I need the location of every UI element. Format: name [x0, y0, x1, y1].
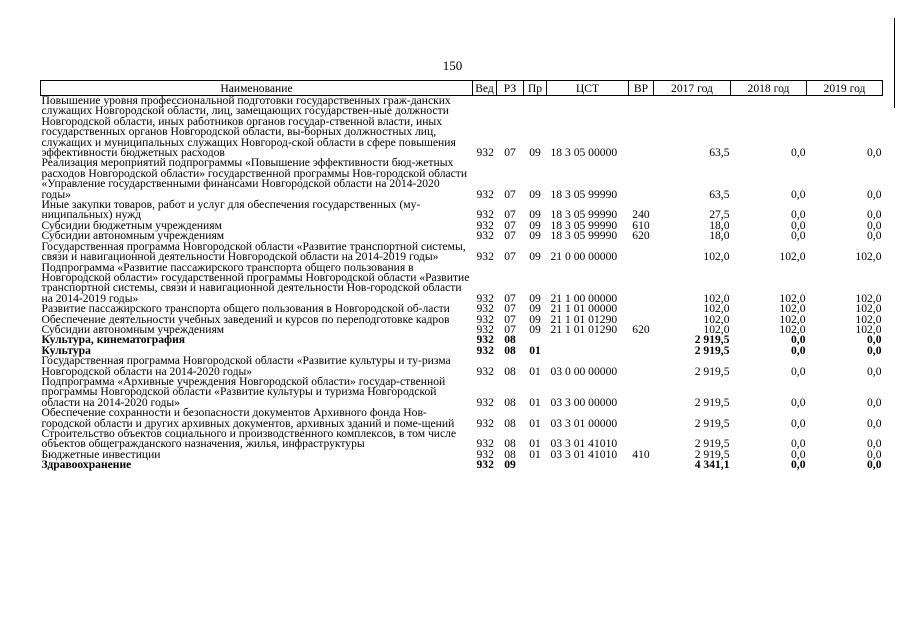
row-2017: 4 341,1: [694, 458, 730, 472]
row-ved: 932: [476, 364, 494, 378]
row-ved: 932: [476, 416, 494, 430]
row-name: Субсидии автономным учреждениям: [41, 322, 225, 336]
row-rz: 07: [504, 146, 516, 160]
row-pr: 09: [529, 208, 541, 222]
row-2018: 0,0: [791, 395, 806, 409]
row-vr: 620: [632, 322, 650, 336]
row-vr: [629, 408, 654, 429]
row-cst: [547, 335, 629, 345]
row-pr: 01: [529, 364, 541, 378]
row-2017: 102,0: [703, 312, 730, 326]
row-ved: 932: [476, 218, 494, 232]
row-rz: 08: [504, 395, 516, 409]
row-ved: 932: [476, 447, 494, 461]
row-pr: 09: [529, 218, 541, 232]
row-cst: 18 3 05 99990: [550, 208, 618, 222]
row-ved: 932: [476, 250, 494, 264]
row-ved: 932: [476, 146, 494, 160]
row-vr: 240: [632, 208, 650, 222]
row-2018: 0,0: [791, 416, 806, 430]
row-ved: 932: [476, 333, 494, 347]
table-row: [41, 450, 883, 460]
row-cst: [547, 346, 629, 356]
row-2019: 0,0: [867, 416, 882, 430]
row-2019: 0,0: [867, 364, 882, 378]
header-rz: РЗ: [497, 81, 524, 96]
row-rz: 09: [504, 458, 516, 472]
row-2017: 102,0: [703, 322, 730, 336]
row-name: Подпрограмма «Развитие пассажирского транспорта общего пользования в Новгородской области» государственной программы Новгородской области «Развитие транспортной системы, связи и навигационной деятельности Нов-городской области на 2014-2019 годы»: [41, 260, 470, 305]
row-cst: 18 3 05 99990: [550, 187, 618, 201]
row-cst: 03 3 01 00000: [550, 416, 618, 430]
row-vr: [629, 356, 654, 377]
row-2017: 102,0: [703, 250, 730, 264]
row-rz: 07: [504, 302, 516, 316]
table-row: [41, 335, 883, 345]
header-2018: 2018 год: [731, 81, 807, 96]
row-pr: 01: [529, 416, 541, 430]
row-pr: 09: [529, 322, 541, 336]
row-rz: 07: [504, 291, 516, 305]
row-2019: 102,0: [855, 250, 882, 264]
row-pr: 09: [529, 146, 541, 160]
table-row: [41, 263, 883, 305]
budget-table: [40, 80, 883, 471]
table-row: [41, 408, 883, 429]
header-cst: ЦСТ: [547, 81, 629, 96]
row-2018: 0,0: [791, 187, 806, 201]
row-rz: 08: [504, 333, 516, 347]
row-2018: 0,0: [791, 364, 806, 378]
row-rz: 07: [504, 312, 516, 326]
table-row: [41, 429, 883, 450]
header-ved: Вед: [473, 81, 497, 96]
row-vr: [629, 96, 654, 159]
row-2019: 102,0: [855, 291, 882, 305]
row-ved: 932: [476, 458, 494, 472]
row-cst: [547, 460, 629, 470]
row-2019: 0,0: [867, 229, 882, 243]
row-2018: 102,0: [779, 322, 806, 336]
row-2017: 2 919,5: [694, 437, 730, 451]
row-pr: 09: [529, 302, 541, 316]
row-pr: 01: [529, 343, 541, 357]
row-pr: 09: [529, 291, 541, 305]
row-vr: [629, 242, 654, 263]
row-2019: 0,0: [867, 187, 882, 201]
row-rz: 07: [504, 250, 516, 264]
row-2017: 102,0: [703, 291, 730, 305]
row-2019: 102,0: [855, 322, 882, 336]
row-vr: [629, 429, 654, 450]
row-vr: [629, 377, 654, 408]
row-vr: 620: [632, 229, 650, 243]
row-name: Обеспечение деятельности учебных заведений и курсов по переподготовке кадров: [41, 312, 450, 326]
row-name: Иные закупки товаров, работ и услуг для обеспечения государственных (му-ниципальных) нужд: [41, 198, 421, 222]
row-rz: 07: [504, 322, 516, 336]
row-2019: 0,0: [867, 218, 882, 232]
row-2019: 0,0: [867, 395, 882, 409]
row-rz: 08: [504, 364, 516, 378]
row-vr: [629, 335, 654, 345]
row-vr: [629, 460, 654, 470]
row-pr: [524, 460, 547, 470]
row-ved: 932: [476, 187, 494, 201]
row-2018: 0,0: [791, 208, 806, 222]
row-2018: 102,0: [779, 291, 806, 305]
row-2019: 0,0: [867, 437, 882, 451]
row-rz: 08: [504, 343, 516, 357]
row-2018: 0,0: [791, 437, 806, 451]
row-rz: 08: [504, 416, 516, 430]
table-row: [41, 158, 883, 200]
row-rz: 07: [504, 218, 516, 232]
row-cst: 21 1 01 01290: [550, 322, 618, 336]
row-ved: 932: [476, 208, 494, 222]
row-rz: 08: [504, 437, 516, 451]
row-2019: 0,0: [867, 333, 882, 347]
row-ved: 932: [476, 302, 494, 316]
row-2017: 2 919,5: [694, 395, 730, 409]
row-2017: 18,0: [709, 218, 730, 232]
row-rz: 07: [504, 187, 516, 201]
row-name: Субсидии бюджетным учреждениям: [41, 218, 222, 232]
row-2018: 0,0: [791, 146, 806, 160]
row-name: Государственная программа Новгородской области «Развитие транспортной системы, связи и навигационной деятельности Новгородской области на 2014-2019 годы»: [41, 239, 466, 264]
row-name: Строительство объектов социального и производственного комплексов, в том числе объектов общегражданского назначения, жилья, инфраструктуры: [41, 427, 457, 451]
row-cst: 21 1 01 00000: [550, 302, 618, 316]
row-cst: 18 3 05 99990: [550, 229, 618, 243]
row-2018: 0,0: [791, 343, 806, 357]
row-cst: 21 1 00 00000: [550, 291, 618, 305]
header-vr: ВР: [629, 81, 654, 96]
row-2017: 2 919,5: [694, 364, 730, 378]
row-2018: 102,0: [779, 250, 806, 264]
header-name: Наименование: [41, 81, 473, 96]
row-2018: 0,0: [791, 458, 806, 472]
row-name: Здравоохранение: [41, 458, 132, 472]
table-row: [41, 200, 883, 221]
row-vr: 410: [632, 447, 650, 461]
row-pr: 09: [529, 312, 541, 326]
row-2017: 2 919,5: [694, 447, 730, 461]
row-2018: 102,0: [779, 312, 806, 326]
row-name: Повышение уровня профессиональной подготовки государственных граж-данских служащих Новгородской области, лиц, замещающих государствен-ные должности Новгородской области, иных работников органов государ-ственной власти, иных государственных органов Новгородской области, вы-борных должностных лиц, служащих и муниципальных служащих Новгород-ской области в сфере повышения эффективности бюджетных расходов: [41, 94, 456, 160]
row-2017: 2 919,5: [694, 333, 730, 347]
row-vr: [629, 304, 654, 314]
row-2017: 63,5: [709, 187, 730, 201]
table-row: [41, 356, 883, 377]
row-ved: 932: [476, 395, 494, 409]
row-2019: 0,0: [867, 146, 882, 160]
header-2017: 2017 год: [654, 81, 731, 96]
row-pr: 09: [529, 250, 541, 264]
row-pr: 01: [529, 395, 541, 409]
row-name: Культура, кинематография: [41, 333, 186, 347]
row-cst: 18 3 05 00000: [550, 146, 618, 160]
row-rz: 08: [504, 447, 516, 461]
row-name: Бюджетные инвестиции: [41, 447, 161, 461]
row-cst: 03 3 01 41010: [550, 437, 618, 451]
row-pr: 01: [529, 437, 541, 451]
page-number: 150: [442, 58, 463, 73]
row-2019: 0,0: [867, 458, 882, 472]
row-pr: 09: [529, 229, 541, 243]
row-ved: 932: [476, 229, 494, 243]
row-2018: 102,0: [779, 302, 806, 316]
header-2019: 2019 год: [807, 81, 883, 96]
row-vr: [629, 158, 654, 200]
row-name: Реализация мероприятий подпрограммы «Повышение эффективности бюд-жетных расходов Новгородской области» государственной программы Нов-городской области «Управление государственными финансами Новгородской области на 2014-2020 годы»: [41, 156, 468, 201]
row-2017: 63,5: [709, 146, 730, 160]
row-2018: 0,0: [791, 218, 806, 232]
row-2017: 27,5: [709, 208, 730, 222]
table-row: [41, 96, 883, 159]
row-name: Культура: [41, 343, 91, 357]
row-cst: 03 0 00 00000: [550, 364, 618, 378]
row-2017: 2 919,5: [694, 343, 730, 357]
row-2018: 0,0: [791, 333, 806, 347]
row-pr: 09: [529, 187, 541, 201]
row-cst: 21 0 00 00000: [550, 250, 618, 264]
row-name: Субсидии автономным учреждениям: [41, 229, 225, 243]
row-cst: 18 3 05 99990: [550, 218, 618, 232]
row-pr: 01: [529, 447, 541, 461]
table-row: [41, 377, 883, 408]
table-row: [41, 242, 883, 263]
table-body: [41, 96, 883, 471]
margin-rule: [894, 18, 895, 108]
row-name: Подпрограмма «Архивные учреждения Новгородской области» государ-ственной программы Новгородской области «Развитие культуры и туризма Новгородской области на 2014-2020 годы»: [41, 374, 446, 409]
row-2018: 0,0: [791, 447, 806, 461]
row-2019: 102,0: [855, 302, 882, 316]
row-2019: 0,0: [867, 343, 882, 357]
row-2019: 0,0: [867, 208, 882, 222]
row-2017: 102,0: [703, 302, 730, 316]
row-name: Развитие пассажирского транспорта общего пользования в Новгородской об-ласти: [41, 302, 450, 316]
row-cst: 21 1 01 01290: [550, 312, 618, 326]
row-name: Обеспечение сохранности и безопасности документов Архивного фонда Нов-городской области и других архивных документов, архивных зданий и поме-щений: [41, 406, 455, 430]
row-rz: 07: [504, 229, 516, 243]
row-ved: 932: [476, 291, 494, 305]
row-ved: 932: [476, 312, 494, 326]
row-vr: [629, 346, 654, 356]
row-ved: 932: [476, 343, 494, 357]
row-ved: 932: [476, 322, 494, 336]
row-rz: 07: [504, 208, 516, 222]
row-vr: 610: [632, 218, 650, 232]
row-2017: 18,0: [709, 229, 730, 243]
row-cst: 03 3 01 41010: [550, 447, 618, 461]
row-name: Государственная программа Новгородской области «Развитие культуры и ту-ризма Новгородской области на 2014-2020 годы»: [41, 354, 451, 378]
row-2019: 102,0: [855, 312, 882, 326]
row-2019: 0,0: [867, 447, 882, 461]
header-pr: Пр: [524, 81, 547, 96]
row-2018: 0,0: [791, 229, 806, 243]
table-row: [41, 460, 883, 470]
row-ved: 932: [476, 437, 494, 451]
row-cst: 03 3 00 00000: [550, 395, 618, 409]
row-2017: 2 919,5: [694, 416, 730, 430]
row-vr: [629, 263, 654, 305]
